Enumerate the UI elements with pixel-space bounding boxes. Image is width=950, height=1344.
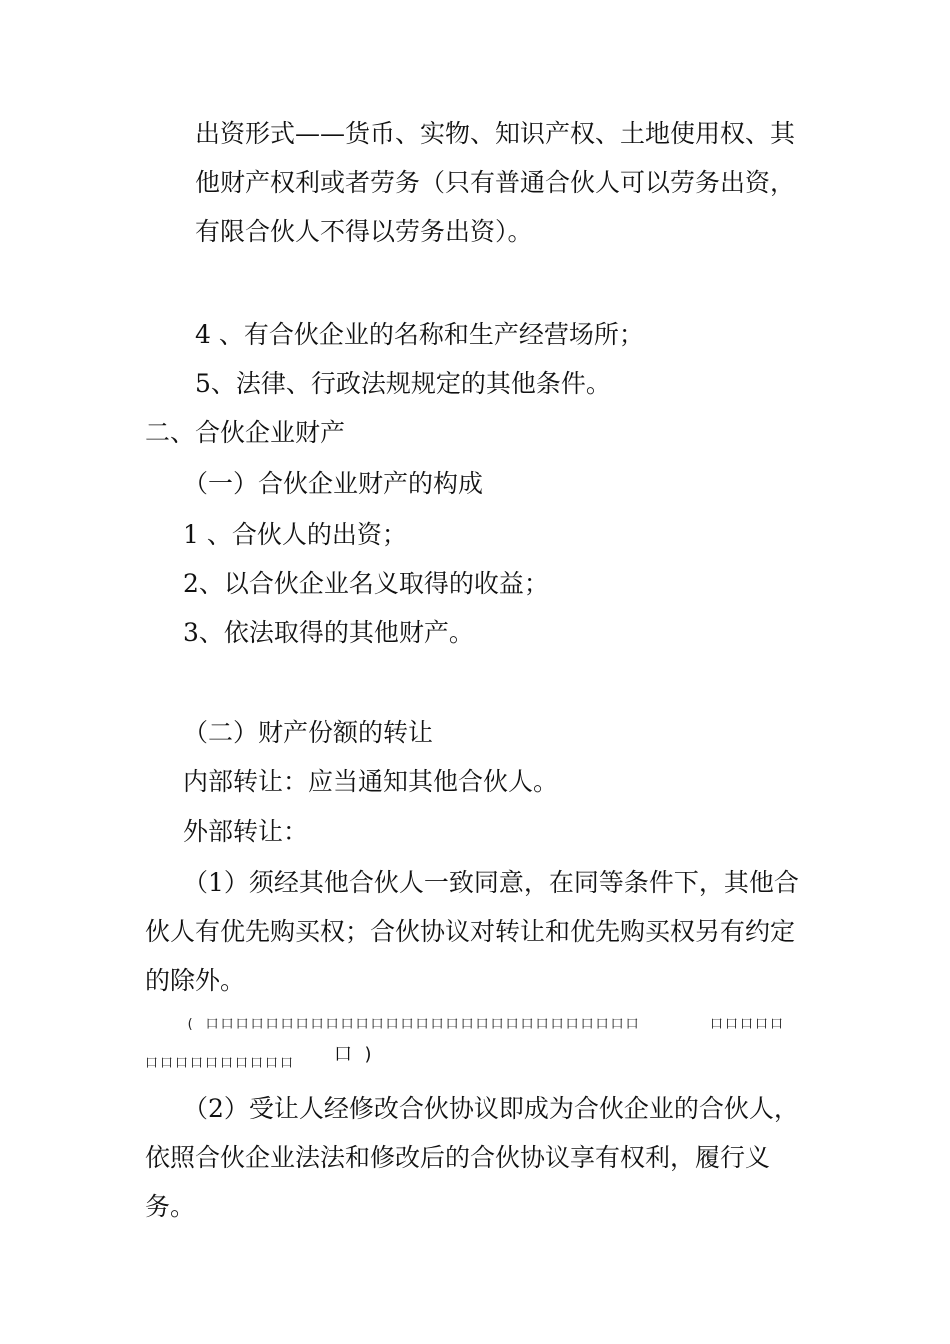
text-line-2: 他财产权利或者劳务（只有普通合伙人可以劳务出资， [195,168,796,197]
paragraph-1-line-1: （1）须经其他合伙人一致同意，在同等条件下，其他合 [183,868,799,897]
list-item-5: 5、法律、行政法规规定的其他条件。 [195,369,611,398]
garbled-text-c: 口口口口口口口口口口 [145,1056,296,1071]
list-item-2: 2、以合伙企业名义取得的收益； [183,569,549,598]
subsection-heading-1: （一）合伙企业财产的构成 [183,469,484,498]
garbled-text-d: 口 ) [334,1044,374,1065]
external-transfer-line: 外部转让： [183,817,309,846]
section-heading-2: 二、合伙企业财产 [145,418,346,447]
paragraph-1-line-3: 的除外。 [145,966,246,995]
internal-transfer-line: 内部转让：应当通知其他合伙人。 [183,767,559,796]
list-item-3: 3、依法取得的其他财产。 [183,618,474,647]
paragraph-2-line-1: （2）受让人经修改合伙协议即成为合伙企业的合伙人， [183,1094,799,1123]
text-line-1: 出资形式——货币、实物、知识产权、土地使用权、其 [195,119,796,148]
paragraph-1-line-2: 伙人有优先购买权；合伙协议对转让和优先购买权另有约定 [145,917,796,946]
list-item-4: 4 、有合伙企业的名称和生产经营场所； [195,320,644,349]
text-line-3: 有限合伙人不得以劳务出资）。 [195,217,533,246]
garbled-text-a: ( 口口口口口口口口口口口口口口口口口口口口口口口口口口口口口 [186,1017,641,1032]
garbled-text-b: 口口口口口 [710,1017,786,1032]
paragraph-2-line-3: 务。 [145,1192,196,1221]
paragraph-2-line-2: 依照合伙企业法法和修改后的合伙协议享有权利，履行义 [145,1143,771,1172]
subsection-heading-2: （二）财产份额的转让 [183,718,434,747]
list-item-1: 1 、合伙人的出资； [183,520,407,549]
